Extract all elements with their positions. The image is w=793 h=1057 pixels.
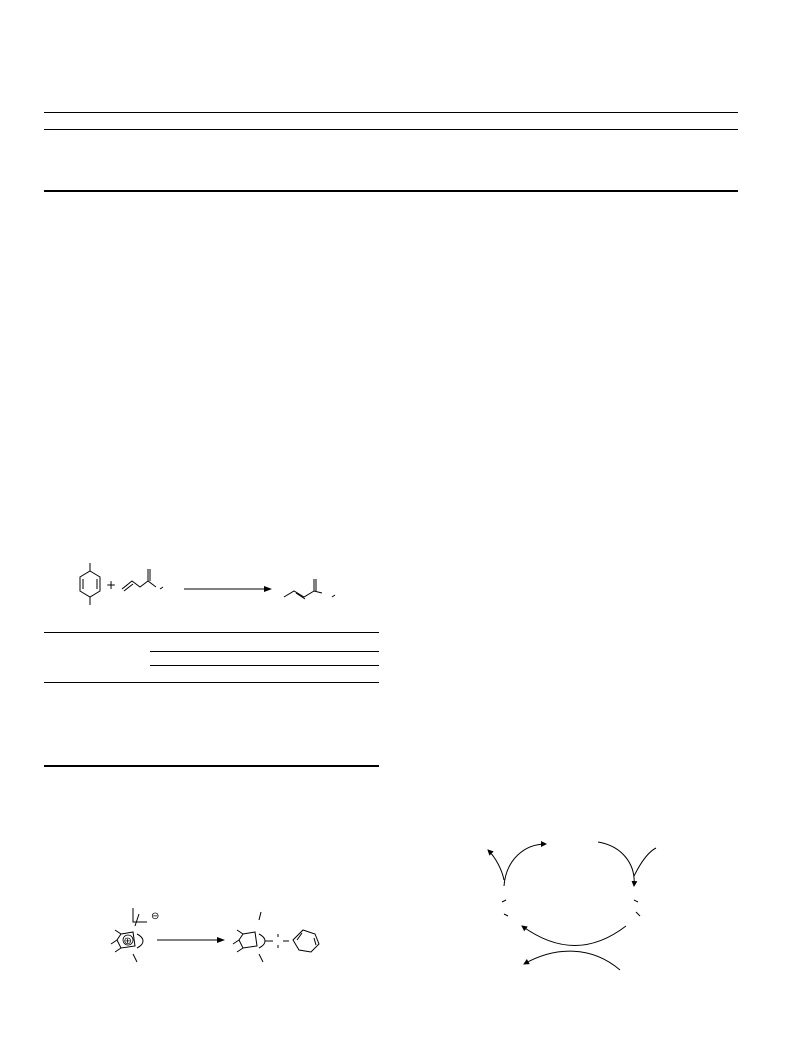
cycle-arrow-top-right bbox=[598, 842, 634, 886]
table-2-subheader-rule bbox=[150, 665, 379, 666]
minus-charge-symbol: ⊖ bbox=[151, 911, 160, 922]
catalytic-cycle-diagram bbox=[480, 830, 680, 975]
cycle-arrow-bottom-crossing bbox=[524, 951, 620, 970]
reaction-arrow-bottom bbox=[157, 937, 225, 943]
benzene-ring-structure bbox=[80, 563, 100, 605]
table-1-top-rule bbox=[44, 112, 738, 113]
cycle-arrow-bottom-right-to-left bbox=[522, 926, 626, 946]
table-2-top-rule bbox=[44, 632, 379, 633]
reaction-scheme-top bbox=[40, 555, 360, 615]
table-2-bottom-rule bbox=[44, 765, 379, 767]
cycle-branch-top-left bbox=[488, 850, 504, 880]
plus-sign: + bbox=[106, 578, 117, 592]
table-1-bottom-rule bbox=[44, 190, 738, 192]
diene-reagent-structure bbox=[122, 569, 163, 591]
table-2-spanner-rule bbox=[150, 651, 379, 652]
cycle-branch-top-right bbox=[634, 848, 656, 876]
reaction-arrow bbox=[184, 586, 272, 592]
product-complex-structure bbox=[233, 912, 319, 962]
table-1-header-rule bbox=[44, 129, 738, 130]
plus-charge-symbol: ⊕ bbox=[123, 936, 132, 947]
product-structure bbox=[284, 579, 335, 599]
reaction-scheme-bottom bbox=[105, 900, 335, 970]
cycle-arrow-top-left bbox=[504, 844, 546, 886]
table-2-header-rule bbox=[44, 682, 379, 683]
